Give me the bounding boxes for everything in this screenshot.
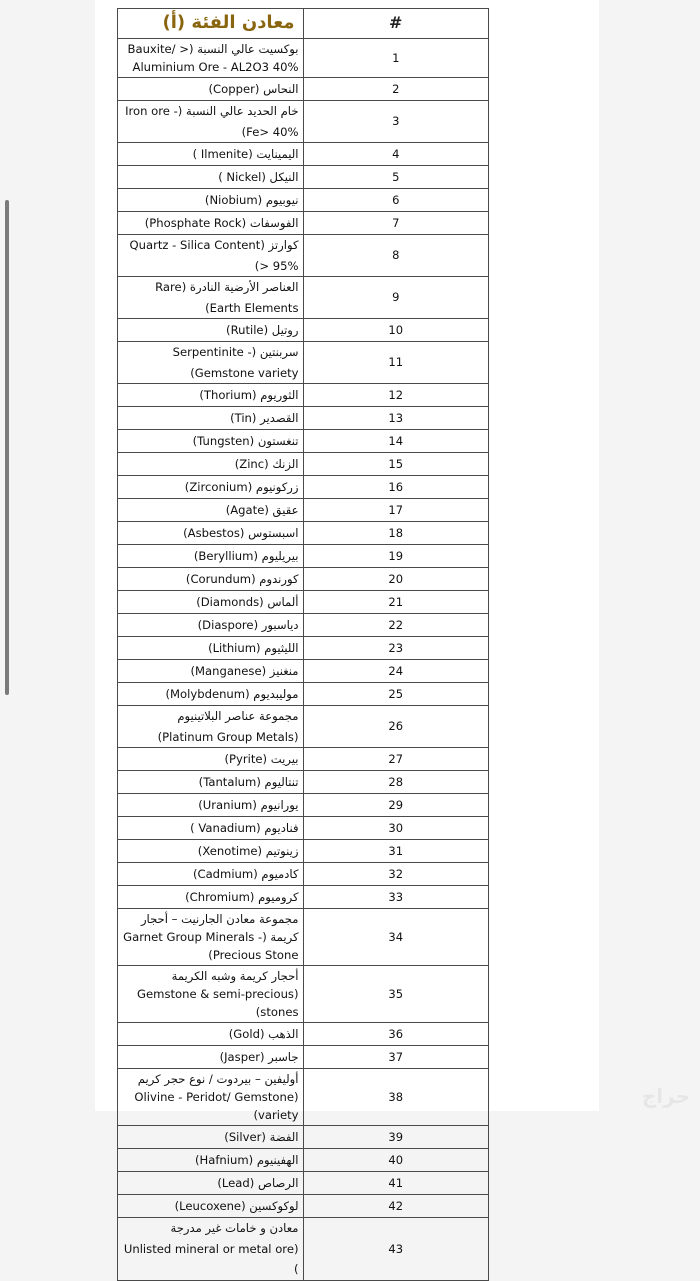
mineral-name: الذهب (Gold)	[118, 1023, 304, 1046]
row-number: 31	[303, 840, 489, 863]
mineral-name: دياسبور (Diaspore)	[118, 614, 304, 637]
table-row	[118, 189, 489, 212]
row-number: 27	[303, 748, 489, 771]
row-number: 38	[303, 1069, 489, 1126]
table-row	[118, 143, 489, 166]
mineral-name: منغنيز (Manganese)	[118, 660, 304, 683]
row-number: 19	[303, 545, 489, 568]
row-number: 40	[303, 1149, 489, 1172]
row-number: 35	[303, 966, 489, 1023]
table-row	[118, 101, 489, 143]
mineral-name: بوكسيت عالي النسبة (< Bauxite/ Aluminium Ore - AL2O3 40%	[118, 39, 304, 78]
table-row	[118, 1126, 489, 1149]
mineral-name: الهفينيوم (Hafnium)	[118, 1149, 304, 1172]
row-number: 8	[303, 235, 489, 277]
table-row	[118, 235, 489, 277]
mineral-name: كوارتز (Quartz - Silica Content > 95%)	[118, 235, 304, 277]
row-number: 32	[303, 863, 489, 886]
table-row	[118, 886, 489, 909]
minerals-table	[117, 8, 489, 1281]
row-number: 7	[303, 212, 489, 235]
table-row	[118, 1149, 489, 1172]
row-number: 21	[303, 591, 489, 614]
table-row	[118, 817, 489, 840]
row-number: 24	[303, 660, 489, 683]
mineral-name: زركونيوم (Zirconium)	[118, 476, 304, 499]
table-row	[118, 1195, 489, 1218]
table-row	[118, 840, 489, 863]
row-number: 1	[303, 39, 489, 78]
mineral-name: الثوريوم (Thorium)	[118, 384, 304, 407]
row-number: 12	[303, 384, 489, 407]
row-number: 6	[303, 189, 489, 212]
mineral-name: الليثيوم (Lithium)	[118, 637, 304, 660]
table-row	[118, 499, 489, 522]
table-row	[118, 1218, 489, 1281]
row-number: 25	[303, 683, 489, 706]
number-column-header: #	[303, 9, 489, 39]
mineral-name: سربنتين (Serpentinite - Gemstone variety)	[118, 342, 304, 384]
table-header-row	[118, 9, 489, 39]
row-number: 41	[303, 1172, 489, 1195]
row-number: 28	[303, 771, 489, 794]
table-row	[118, 706, 489, 748]
table-row	[118, 591, 489, 614]
row-number: 4	[303, 143, 489, 166]
row-number: 18	[303, 522, 489, 545]
row-number: 16	[303, 476, 489, 499]
table-row	[118, 614, 489, 637]
mineral-name: اليمينايت (Ilmenite )	[118, 143, 304, 166]
mineral-name: كورندوم (Corundum)	[118, 568, 304, 591]
table-row	[118, 522, 489, 545]
table-row	[118, 78, 489, 101]
row-number: 15	[303, 453, 489, 476]
table-row	[118, 748, 489, 771]
row-number: 33	[303, 886, 489, 909]
row-number: 2	[303, 78, 489, 101]
table-row	[118, 966, 489, 1023]
row-number: 42	[303, 1195, 489, 1218]
mineral-name: بيريليوم (Beryllium)	[118, 545, 304, 568]
mineral-name: يورانيوم (Uranium)	[118, 794, 304, 817]
table-row	[118, 476, 489, 499]
mineral-name: جاسبر (Jasper)	[118, 1046, 304, 1069]
row-number: 13	[303, 407, 489, 430]
table-row	[118, 384, 489, 407]
table-row	[118, 863, 489, 886]
table-row	[118, 1069, 489, 1126]
mineral-name: الفضة (Silver)	[118, 1126, 304, 1149]
mineral-name: نيوبيوم (Niobium)	[118, 189, 304, 212]
table-row	[118, 909, 489, 966]
table-row	[118, 637, 489, 660]
row-number: 17	[303, 499, 489, 522]
row-number: 9	[303, 277, 489, 319]
table-title: معادن الفئة (أ)	[118, 9, 304, 39]
mineral-name: كادميوم (Cadmium)	[118, 863, 304, 886]
table-row	[118, 794, 489, 817]
mineral-name: خام الحديد عالي النسبة (Iron ore - Fe> 40%)	[118, 101, 304, 143]
table-row	[118, 407, 489, 430]
row-number: 5	[303, 166, 489, 189]
mineral-name: تنتاليوم (Tantalum)	[118, 771, 304, 794]
watermark-logo: حراج	[642, 1084, 690, 1108]
vertical-scrollbar[interactable]	[5, 200, 9, 695]
table-row	[118, 277, 489, 319]
table-row	[118, 568, 489, 591]
row-number: 20	[303, 568, 489, 591]
table-row	[118, 430, 489, 453]
mineral-name: النيكل (Nickel )	[118, 166, 304, 189]
mineral-name: أوليفين – بيردوت / نوع حجر كريم (Olivine - Peridot/ Gemstone variety)	[118, 1069, 304, 1126]
mineral-name: النحاس (Copper)	[118, 78, 304, 101]
mineral-name: القصدير (Tin)	[118, 407, 304, 430]
mineral-name: مجموعة عناصر البلاتينيوم (Platinum Group Metals)	[118, 706, 304, 748]
mineral-name: كروميوم (Chromium)	[118, 886, 304, 909]
table-row	[118, 660, 489, 683]
mineral-name: ألماس (Diamonds)	[118, 591, 304, 614]
mineral-name: لوكوكسين (Leucoxene)	[118, 1195, 304, 1218]
row-number: 37	[303, 1046, 489, 1069]
mineral-name: فناديوم (Vanadium )	[118, 817, 304, 840]
table-body	[118, 39, 489, 1281]
table-row	[118, 453, 489, 476]
mineral-name: عقيق (Agate)	[118, 499, 304, 522]
table-row	[118, 1172, 489, 1195]
mineral-name: اسبستوس (Asbestos)	[118, 522, 304, 545]
mineral-name: زينوتيم (Xenotime)	[118, 840, 304, 863]
table-row	[118, 683, 489, 706]
mineral-name: تنغستون (Tungsten)	[118, 430, 304, 453]
table-row	[118, 1023, 489, 1046]
row-number: 30	[303, 817, 489, 840]
table-row	[118, 166, 489, 189]
row-number: 34	[303, 909, 489, 966]
mineral-name: الزنك (Zinc)	[118, 453, 304, 476]
mineral-name: بيريت (Pyrite)	[118, 748, 304, 771]
mineral-name: موليبديوم (Molybdenum)	[118, 683, 304, 706]
row-number: 22	[303, 614, 489, 637]
table-row	[118, 1046, 489, 1069]
table-row	[118, 545, 489, 568]
table-row	[118, 342, 489, 384]
row-number: 3	[303, 101, 489, 143]
mineral-name: العناصر الأرضية النادرة (Rare Earth Elements)	[118, 277, 304, 319]
row-number: 11	[303, 342, 489, 384]
mineral-name: معادن و خامات غير مدرجة (Unlisted mineral or metal ore )	[118, 1218, 304, 1281]
row-number: 43	[303, 1218, 489, 1281]
table-row	[118, 212, 489, 235]
row-number: 14	[303, 430, 489, 453]
row-number: 36	[303, 1023, 489, 1046]
mineral-name: الفوسفات (Phosphate Rock)	[118, 212, 304, 235]
mineral-name: أحجار كريمة وشبه الكريمة (Gemstone & semi-precious stones)	[118, 966, 304, 1023]
row-number: 10	[303, 319, 489, 342]
mineral-name: روتيل (Rutile)	[118, 319, 304, 342]
table-row	[118, 39, 489, 78]
table-row	[118, 319, 489, 342]
row-number: 23	[303, 637, 489, 660]
row-number: 39	[303, 1126, 489, 1149]
row-number: 29	[303, 794, 489, 817]
table-row	[118, 771, 489, 794]
mineral-name: مجموعة معادن الجارنيت – أحجار كريمة (Garnet Group Minerals - Precious Stone)	[118, 909, 304, 966]
row-number: 26	[303, 706, 489, 748]
mineral-name: الرصاص (Lead)	[118, 1172, 304, 1195]
